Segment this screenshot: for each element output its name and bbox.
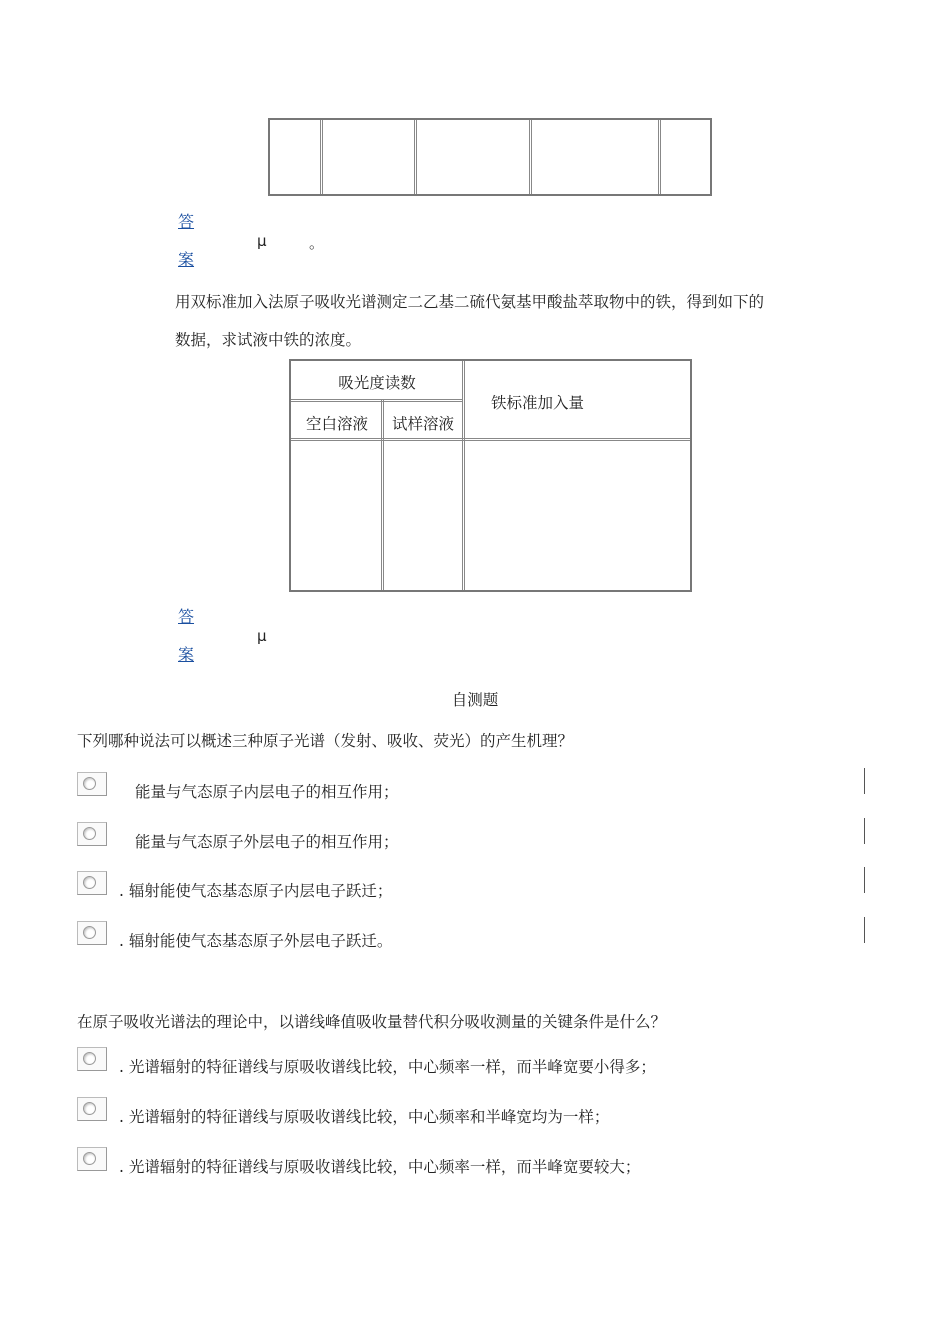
problem-line-1: 用双标准加入法原子吸收光谱测定二乙基二硫代氨基甲酸盐萃取物中的铁，得到如下的 <box>175 293 765 311</box>
q1-option-b[interactable] <box>77 822 877 856</box>
option-label: . 辐射能使气态基态原子内层电子跃迁； <box>119 882 393 900</box>
question-2: 在原子吸收光谱法的理论中，以谱线峰值吸收量替代积分吸收测量的关键条件是什么？ <box>77 1013 667 1031</box>
table-divider <box>291 438 690 441</box>
radio-button[interactable] <box>77 1047 107 1071</box>
radio-button[interactable] <box>77 772 107 796</box>
answer-link-text: 答 <box>178 607 195 626</box>
header-sample-solution: 试样溶液 <box>391 415 454 433</box>
q1-option-c[interactable] <box>77 871 877 905</box>
radio-button[interactable] <box>77 921 107 945</box>
problem-line-2: 数据，求试液中铁的浓度。 <box>175 331 362 349</box>
header-iron-standard: 铁标准加入量 <box>491 394 585 412</box>
header-absorbance: 吸光度读数 <box>338 374 416 392</box>
radio-button[interactable] <box>77 1097 107 1121</box>
table-divider <box>320 120 323 194</box>
option-label: . 光谱辐射的特征谱线与原吸收谱线比较，中心频率一样，而半峰宽要小得多； <box>119 1058 656 1076</box>
table-divider <box>529 120 532 194</box>
option-label: . 光谱辐射的特征谱线与原吸收谱线比较，中心频率和半峰宽均为一样； <box>119 1108 610 1126</box>
section-title: 自测题 <box>451 691 499 709</box>
q2-option-b[interactable] <box>77 1097 877 1131</box>
question-1: 下列哪种说法可以概述三种原子光谱（发射、吸收、荧光）的产生机理？ <box>77 732 574 750</box>
period-mark: 。 <box>309 234 325 252</box>
answer-link-text: 案 <box>178 250 195 269</box>
table-divider <box>658 120 661 194</box>
q2-option-c[interactable] <box>77 1147 877 1181</box>
q1-option-a[interactable] <box>77 772 877 806</box>
option-label: . 辐射能使气态基态原子外层电子跃迁。 <box>119 932 393 950</box>
q2-option-a[interactable] <box>77 1047 877 1081</box>
divider <box>864 818 865 844</box>
radio-button[interactable] <box>77 822 107 846</box>
answer-link-2[interactable] <box>178 607 194 664</box>
divider <box>864 768 865 794</box>
mu-symbol: μ <box>257 232 267 250</box>
divider <box>864 917 865 943</box>
q1-option-d[interactable] <box>77 921 877 955</box>
option-label: 能量与气态原子外层电子的相互作用； <box>135 833 399 851</box>
data-table <box>289 359 692 592</box>
table-divider <box>291 399 463 402</box>
radio-button[interactable] <box>77 871 107 895</box>
divider <box>864 867 865 893</box>
answer-link-text: 案 <box>178 645 195 664</box>
header-blank-solution: 空白溶液 <box>305 415 368 433</box>
radio-button[interactable] <box>77 1147 107 1171</box>
answer-link-1[interactable] <box>178 212 194 269</box>
option-label: 能量与气态原子内层电子的相互作用； <box>135 783 399 801</box>
answer-link-text: 答 <box>178 212 195 231</box>
mu-symbol: μ <box>257 627 267 645</box>
table-divider <box>414 120 417 194</box>
empty-table-top <box>268 118 712 196</box>
option-label: . 光谱辐射的特征谱线与原吸收谱线比较，中心频率一样，而半峰宽要较大； <box>119 1158 641 1176</box>
table-divider <box>462 361 465 590</box>
